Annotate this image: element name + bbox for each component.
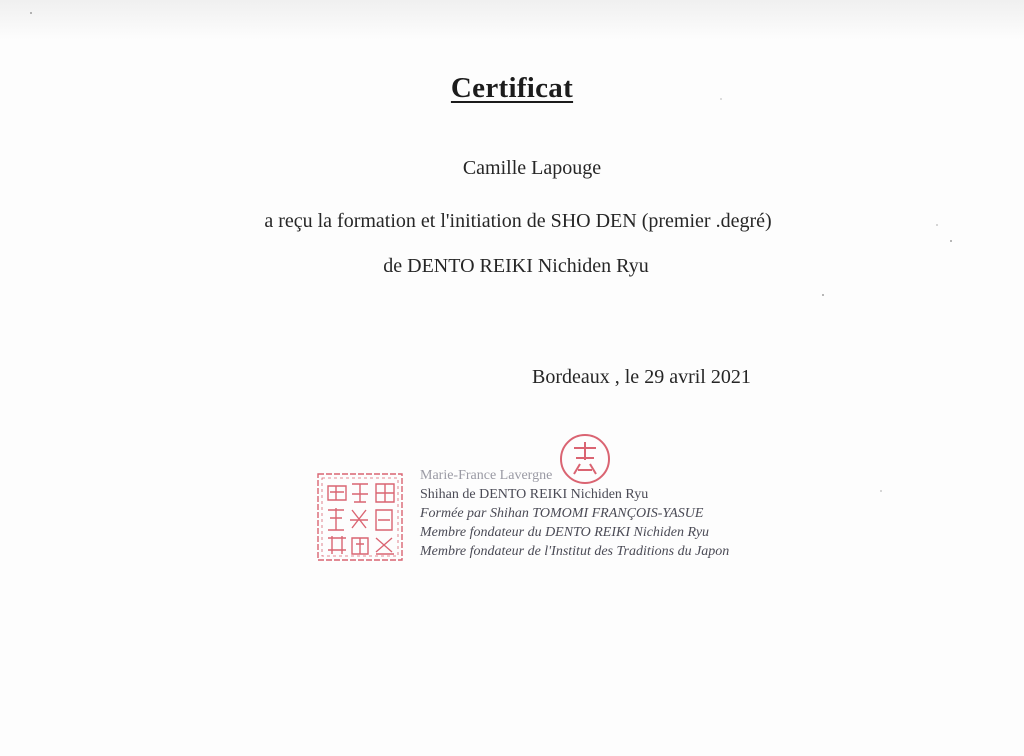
place-date: Bordeaux , le 29 avril 2021 (532, 366, 751, 388)
signatory-title: Shihan de DENTO REIKI Nichiden Ryu (420, 487, 649, 502)
scan-speck (822, 294, 824, 296)
scan-speck (30, 12, 32, 14)
signature-block (420, 466, 729, 561)
signatory-name: Marie-France Lavergne (420, 468, 553, 483)
scan-speck (880, 490, 882, 492)
founder-member-institute: Membre fondateur de l'Institut des Traditions du Japon (420, 544, 730, 559)
scan-shading (0, 0, 1024, 40)
recipient-name: Camille Lapouge (462, 157, 602, 179)
training-statement: a reçu la formation et l'initiation de SHO DEN (premier .degré) (264, 210, 772, 232)
discipline-statement: de DENTO REIKI Nichiden Ryu (383, 255, 649, 277)
trained-by: Formée par Shihan TOMOMI FRANÇOIS-YASUE (420, 506, 704, 521)
founder-member-dento: Membre fondateur du DENTO REIKI Nichiden Ryu (420, 525, 710, 540)
certificate-title: Certificat (450, 72, 574, 104)
scan-speck (950, 240, 952, 242)
hanko-seal (316, 470, 404, 564)
